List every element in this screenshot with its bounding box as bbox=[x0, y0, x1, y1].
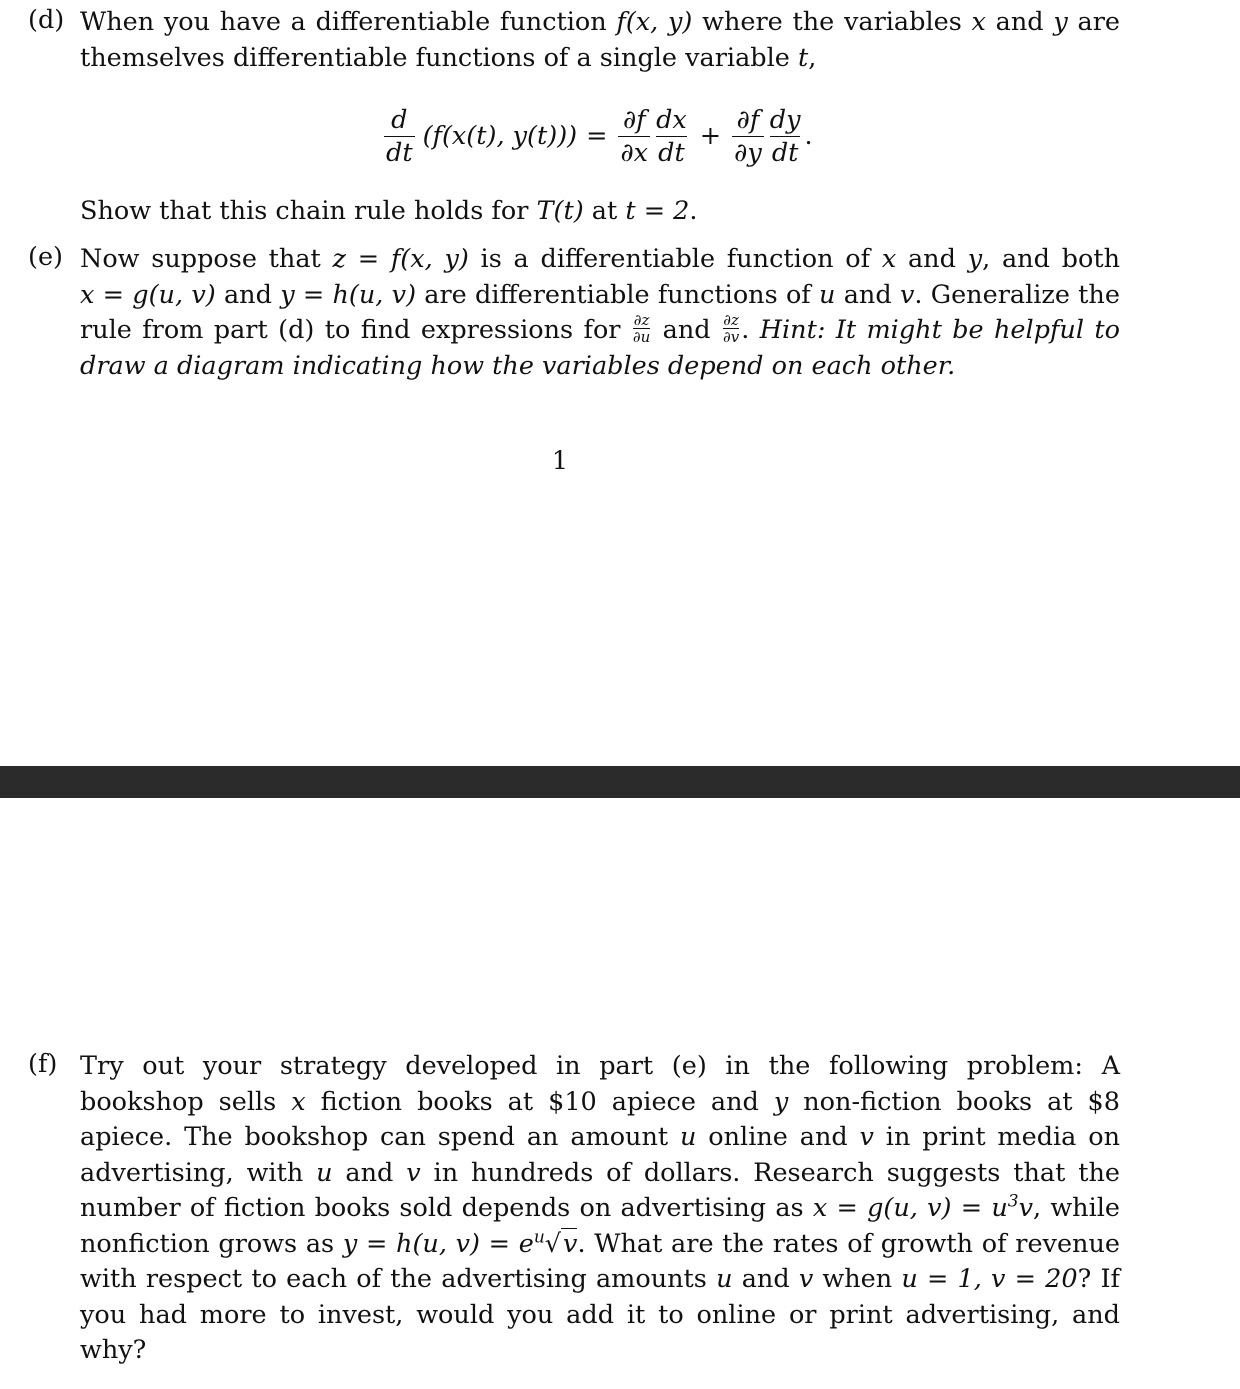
part-d-label: (d) bbox=[28, 5, 65, 35]
part-f-text: Try out your strategy developed in part (e) in the following problem: A bookshop sells x fiction books at $10 apiece and y non-fiction books at $8 apiece. The bookshop can spend an amount u online and v in print media on advertising, with u and v in hundreds of dollars. Research suggests that the number of fiction books sold depends on advertising as x = g(u, $v) = u^3v$, while nonfiction grows as y = h(u, $v) = e^u√v$. What are the rates of growth of revenue with respect to each of the advertising amounts u and v when u = 1, v = 20? If you had more to invest, would you add it to online or print advertising, and why? bbox=[80, 1051, 1120, 1365]
part-f-label: (f) bbox=[28, 1049, 58, 1079]
fiction-formula: x = g(u, $v) = u^3v$ bbox=[812, 1191, 1033, 1223]
part-d-show-statement: Show that this chain rule holds for T(t) at t = 2. bbox=[80, 196, 698, 226]
chain-rule-equation: $\frac{d}{dt}$ (f(x(t), y(t))) = $\frac{\partial f}{\partial x}$ $\frac{dx}{dt}$ + $\frac{\partial f}{\partial y}$ $\frac{dy}{dt}$ . bbox=[386, 104, 813, 168]
df-dy-partial: $\frac{\partial f}{\partial y}$ bbox=[734, 104, 762, 168]
composite-function: (f(x(t), y(t))) bbox=[422, 121, 578, 151]
part-d-text: When you have a differentiable function f(x, y) where the variables x and y are themselves differentiable functions of a single variable t, bbox=[80, 7, 1120, 73]
part-d bbox=[28, 5, 1120, 76]
dx-dt-fraction: $\frac{dx}{dt}$ bbox=[656, 104, 687, 168]
equals-sign: = bbox=[586, 121, 608, 151]
page-number: 1 bbox=[551, 446, 569, 476]
nonfiction-formula: y = h(u, $v) = e^u√v$ bbox=[342, 1227, 578, 1259]
part-f bbox=[28, 1049, 1120, 1369]
dy-dt-fraction: $\frac{dy}{dt}$ bbox=[769, 104, 801, 168]
d-dt-fraction: $\frac{d}{dt}$ bbox=[386, 104, 413, 168]
document-page-bottom bbox=[0, 798, 1240, 1389]
dz-dv-fraction: $\frac{\partial z}{\partial v}$ bbox=[723, 311, 740, 346]
df-dx-partial: $\frac{\partial f}{\partial x}$ bbox=[620, 104, 649, 168]
dz-du-fraction: $\frac{\partial z}{\partial u}$ bbox=[632, 311, 651, 346]
page-separator-band bbox=[0, 766, 1240, 798]
part-e bbox=[28, 242, 1120, 384]
part-e-text: Now suppose that z = f(x, y) is a differentiable function of x and y, and both x = g(u, v) and y = h(u, v) are differentiable functions of u and v. Generalize the rule from part (d) to find expressions for $\frac{\partial z}{\partial u}$ and $\frac{\partial z}{\partial v}$ . Hint: It might be helpful to draw a diagram indicating how the variables depend on each other. bbox=[80, 244, 1120, 381]
part-e-label: (e) bbox=[28, 242, 63, 272]
part-e-hint: Hint: It might be helpful to draw a diagram indicating how the variables depend on each other. bbox=[80, 315, 1120, 381]
plus-sign: + bbox=[699, 121, 722, 151]
